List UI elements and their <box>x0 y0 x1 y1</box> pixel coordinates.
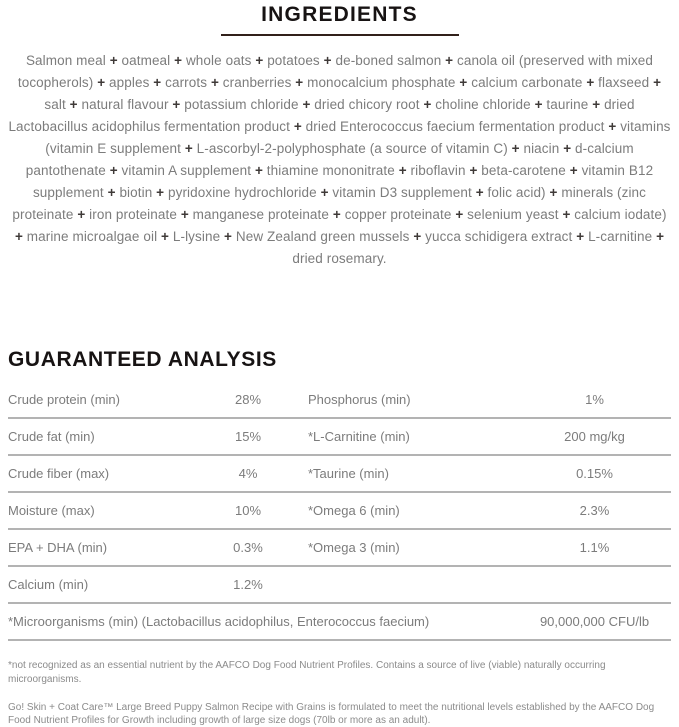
nutrient-value: 10% <box>234 503 262 518</box>
ingredients-divider <box>221 34 459 36</box>
ingredients-text: Salmon meal + oatmeal + whole oats + potatoes + de-boned salmon + canola oil (preserved with mixed tocopherols) + apples + carrots + cranberries + monocalcium phosphate + calcium carbonate + flaxseed + salt + natural flavour + potassium chloride + dried chicory root + choline chloride + taurine + dried Lactobacillus acidophilus fermentation product + dried Enterococcus faecium fermentation product + vitamins (vitamin E supplement + L-ascorbyl-2-polyphosphate (a source of vitamin C) + niacin + d-calcium pantothenate + vitamin A supplement + thiamine mononitrate + riboflavin + beta-carotene + vitamin B12 supplement + biotin + pyridoxine hydrochloride + vitamin D3 supplement + folic acid) + minerals (zinc proteinate + iron proteinate + manganese proteinate + copper proteinate + selenium yeast + calcium iodate) + marine microalgae oil + L-lysine + New Zealand green mussels + yucca schidigera extract + L-carnitine + dried rosemary. <box>8 53 671 266</box>
nutrient-label: Crude fat (min) <box>8 429 95 444</box>
guaranteed-analysis-title: GUARANTEED ANALYSIS <box>8 348 277 371</box>
nutrient-value: 4% <box>238 466 258 481</box>
nutrient-label: *Taurine (min) <box>308 466 389 481</box>
nutrient-value: 1.1% <box>579 540 610 555</box>
table-row <box>8 567 671 604</box>
nutrient-value: 1% <box>585 392 604 407</box>
table-row <box>8 493 671 530</box>
nutrient-value: 0.15% <box>576 466 613 481</box>
footnote-asterisk-note: *not recognized as an essential nutrient by the AAFCO Dog Food Nutrient Profiles. Contains a source of live (viable) naturally occurring microorganisms. <box>8 660 606 685</box>
nutrient-value: 200 mg/kg <box>564 429 625 444</box>
nutrient-label: Calcium (min) <box>8 577 89 592</box>
nutrient-value: 15% <box>234 429 262 444</box>
nutrient-value: 1.2% <box>233 577 263 592</box>
nutrient-label: *Omega 3 (min) <box>308 540 400 555</box>
ingredients-section <box>0 0 679 270</box>
nutrient-label: Crude fiber (max) <box>8 466 110 481</box>
guaranteed-analysis-table <box>8 382 671 641</box>
guaranteed-analysis-section <box>0 348 679 641</box>
nutrient-value: 2.3% <box>579 503 610 518</box>
nutrient-label: *Microorganisms (min) (Lactobacillus acidophilus, Enterococcus faecium) <box>8 614 430 629</box>
table-row <box>8 530 671 567</box>
ingredients-title: INGREDIENTS <box>261 3 418 26</box>
nutrient-label: Phosphorus (min) <box>308 392 411 407</box>
table-row <box>8 382 671 419</box>
nutrient-value: 28% <box>234 392 262 407</box>
nutrient-label: *Omega 6 (min) <box>308 503 400 518</box>
nutrient-label: Crude protein (min) <box>8 392 120 407</box>
table-row <box>8 456 671 493</box>
footnote-aafco-statement: Go! Skin + Coat Care™ Large Breed Puppy Salmon Recipe with Grains is formulated to meet the nutritional levels established by the AAFCO Dog Food Nutrient Profiles for Growth including growth of large size dogs (70lb or more as an adult). <box>8 702 655 726</box>
nutrient-value: 0.3% <box>233 540 263 555</box>
nutrient-label: EPA + DHA (min) <box>8 540 108 555</box>
nutrient-value: 90,000,000 CFU/lb <box>539 614 650 629</box>
nutrient-label: Moisture (max) <box>8 503 95 518</box>
microorganisms-row <box>8 604 671 641</box>
table-row <box>8 419 671 456</box>
nutrient-label: *L-Carnitine (min) <box>308 429 410 444</box>
